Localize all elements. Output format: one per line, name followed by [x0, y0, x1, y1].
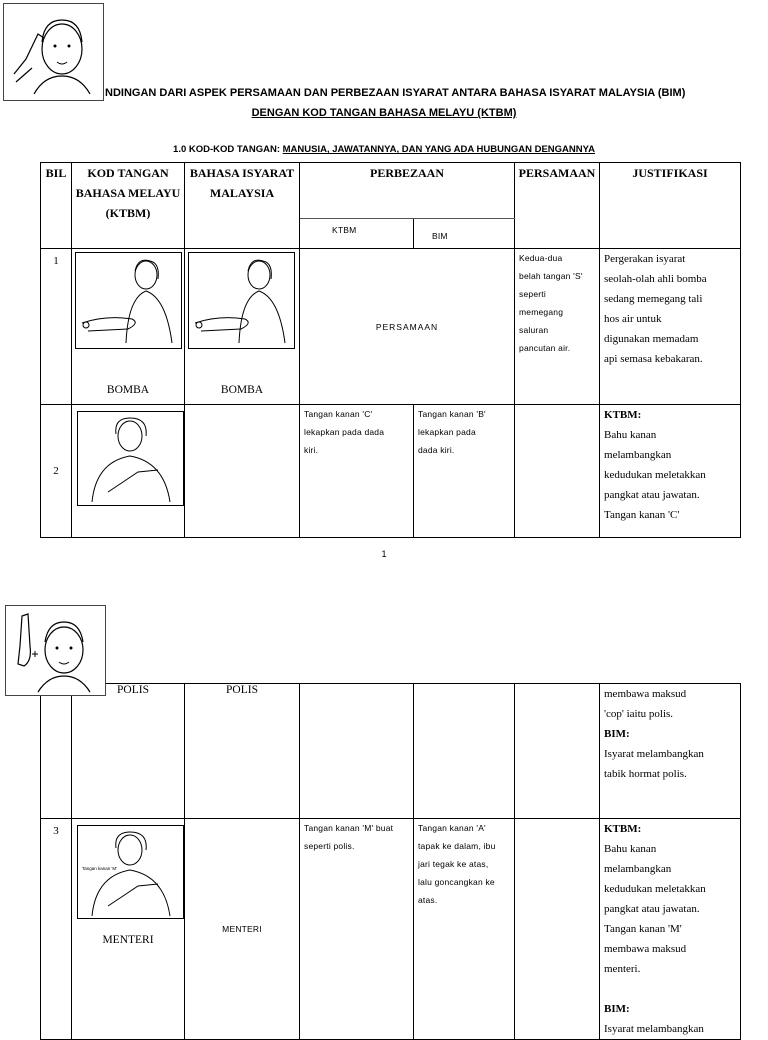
signer-face-icon — [4, 4, 103, 100]
ktbm-diff-cell: Tangan kanan 'M' buat seperti polis. — [300, 819, 414, 1040]
pic-label: Tangan kanan 'M' — [82, 866, 117, 871]
comparison-table-page1 — [40, 162, 741, 538]
signer-face-icon — [6, 606, 105, 695]
ktbm-diff-cell: Tangan kanan 'C' lekapkan pada dada kiri. — [300, 405, 414, 538]
ktbm-cell — [72, 405, 185, 538]
subheader-ktbm: KTBM — [300, 219, 414, 249]
persamaan-cell — [515, 819, 600, 1040]
ktbm-cell — [72, 819, 185, 1040]
woman-sign-icon — [189, 253, 293, 347]
row-bil — [41, 684, 72, 819]
ktbm-caption: MENTERI — [102, 934, 154, 946]
justifikasi-cell: KTBM: Bahu kanan melambangkan kedudukan meletakkan pangkat atau jawatan. Tangan kanan 'C' — [600, 405, 741, 538]
justifikasi-cell: KTBM: Bahu kanan melambangkan kedudukan meletakkan pangkat atau jawatan. Tangan kanan 'M' membawa maksud menteri. BIM: Isyarat melambangkan — [600, 819, 741, 1040]
table-row — [41, 405, 741, 538]
header-row — [41, 163, 741, 219]
perbezaan-cell: PERSAMAAN — [300, 249, 515, 405]
woman-sign-icon — [78, 412, 182, 504]
sign-illustration — [77, 411, 184, 506]
header-justifikasi: JUSTIFIKASI — [600, 163, 741, 249]
comparison-table-page2 — [40, 683, 741, 1040]
doc-title-line1: NDINGAN DARI ASPEK PERSAMAAN DAN PERBEZAAN ISYARAT ANTARA BAHASA ISYARAT MALAYSIA (BIM) — [105, 87, 686, 99]
woman-sign-icon — [78, 826, 182, 917]
header-perbezaan: PERBEZAAN — [300, 163, 515, 219]
ktbm-cell — [72, 249, 185, 405]
page-number: 1 — [381, 549, 387, 559]
table-row — [41, 249, 741, 405]
table-row — [41, 819, 741, 1040]
logo-signer-page2 — [5, 605, 106, 696]
header-persamaan: PERSAMAAN — [515, 163, 600, 249]
bim-caption: BOMBA — [220, 384, 264, 396]
persamaan-cell — [515, 405, 600, 538]
row-bil: 1 — [41, 249, 72, 405]
sign-illustration — [77, 825, 184, 919]
woman-sign-icon — [76, 253, 180, 347]
persamaan-cell: Kedua-dua belah tangan 'S' seperti memegang saluran pancutan air. — [515, 249, 600, 405]
bim-cell — [185, 405, 300, 538]
bim-diff-cell: Tangan kanan 'A' tapak ke dalam, ibu jari tegak ke atas, lalu goncangkan ke atas. — [414, 819, 515, 1040]
row-bil: 3 — [41, 819, 72, 1040]
header-bim: BAHASA ISYARAT MALAYSIA — [185, 163, 300, 249]
header-ktbm: KOD TANGAN BAHASA MELAYU (KTBM) — [72, 163, 185, 249]
ktbm-cell: POLIS — [72, 684, 185, 819]
justifikasi-cell: membawa maksud 'cop' iaitu polis. BIM: Isyarat melambangkan tabik hormat polis. — [600, 684, 741, 819]
bim-diff-cell — [414, 684, 515, 819]
header-bil: BIL — [41, 163, 72, 249]
table-row — [41, 684, 741, 819]
bim-cell — [185, 249, 300, 405]
ktbm-diff-cell — [300, 684, 414, 819]
persamaan-cell — [515, 684, 600, 819]
ktbm-caption: BOMBA — [106, 384, 150, 396]
doc-title-line2: DENGAN KOD TANGAN BAHASA MELAYU (KTBM) — [251, 107, 517, 119]
section-heading: 1.0 KOD-KOD TANGAN: MANUSIA, JAWATANNYA, DAN YANG ADA HUBUNGAN DENGANNYA — [173, 144, 595, 155]
bim-cell: POLIS — [185, 684, 300, 819]
sign-illustration — [75, 252, 182, 349]
bim-diff-cell: Tangan kanan 'B' lekapkan pada dada kiri. — [414, 405, 515, 538]
justifikasi-cell: Pergerakan isyarat seolah-olah ahli bomba sedang memegang tali hos air untuk digunakan memadam api semasa kebakaran. — [600, 249, 741, 405]
subheader-bim: BIM — [414, 219, 515, 249]
logo-signer-top — [3, 3, 104, 101]
row-bil: 2 — [41, 405, 72, 538]
sign-illustration — [188, 252, 295, 349]
bim-cell: MENTERI — [185, 819, 300, 1040]
